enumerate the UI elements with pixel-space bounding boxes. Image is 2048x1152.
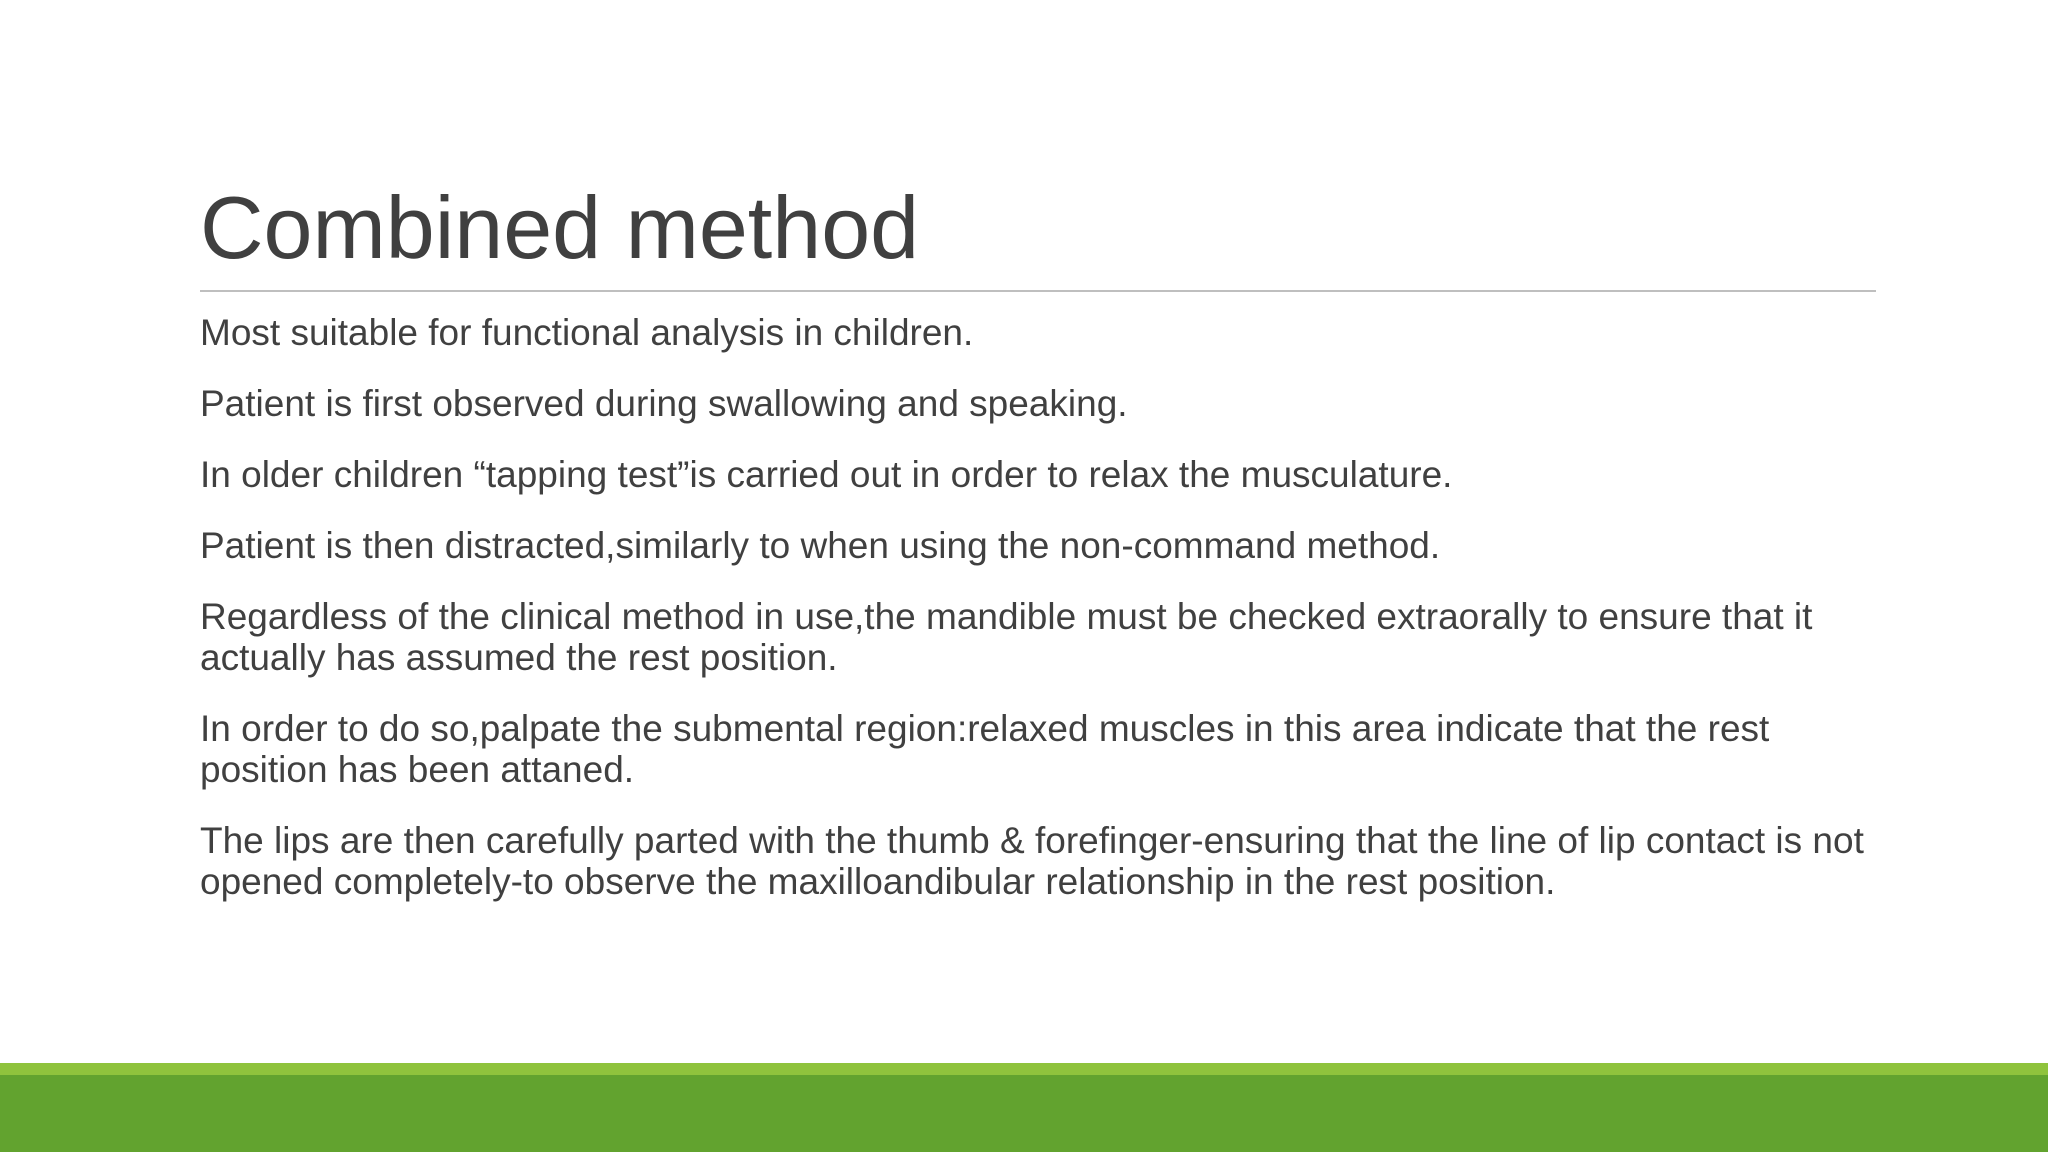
- footer-band-light: [0, 1063, 2048, 1075]
- bullet-item: In older children “tapping test”is carried out in order to relax the musculature.: [200, 454, 1453, 495]
- bullet-item: In order to do so,palpate the submental region:relaxed muscles in this area indicate that the rest position has been attaned.: [200, 708, 1770, 790]
- title-divider: [200, 290, 1876, 292]
- bullet-item: Most suitable for functional analysis in children.: [200, 312, 974, 353]
- bullet-item: Patient is then distracted,similarly to when using the non-command method.: [200, 525, 1441, 566]
- bullet-item: Patient is first observed during swallowing and speaking.: [200, 383, 1128, 424]
- slide-title: Combined method: [200, 178, 920, 277]
- footer-band-dark: [0, 1075, 2048, 1152]
- bullet-item: The lips are then carefully parted with the thumb & forefinger-ensuring that the line of lip contact is not opened completely-to observe the maxilloandibular relationship in the rest position.: [200, 820, 1864, 902]
- bullet-list: [200, 312, 1880, 932]
- bullet-item: Regardless of the clinical method in use,the mandible must be checked extraorally to ensure that it actually has assumed the rest position.: [200, 596, 1813, 678]
